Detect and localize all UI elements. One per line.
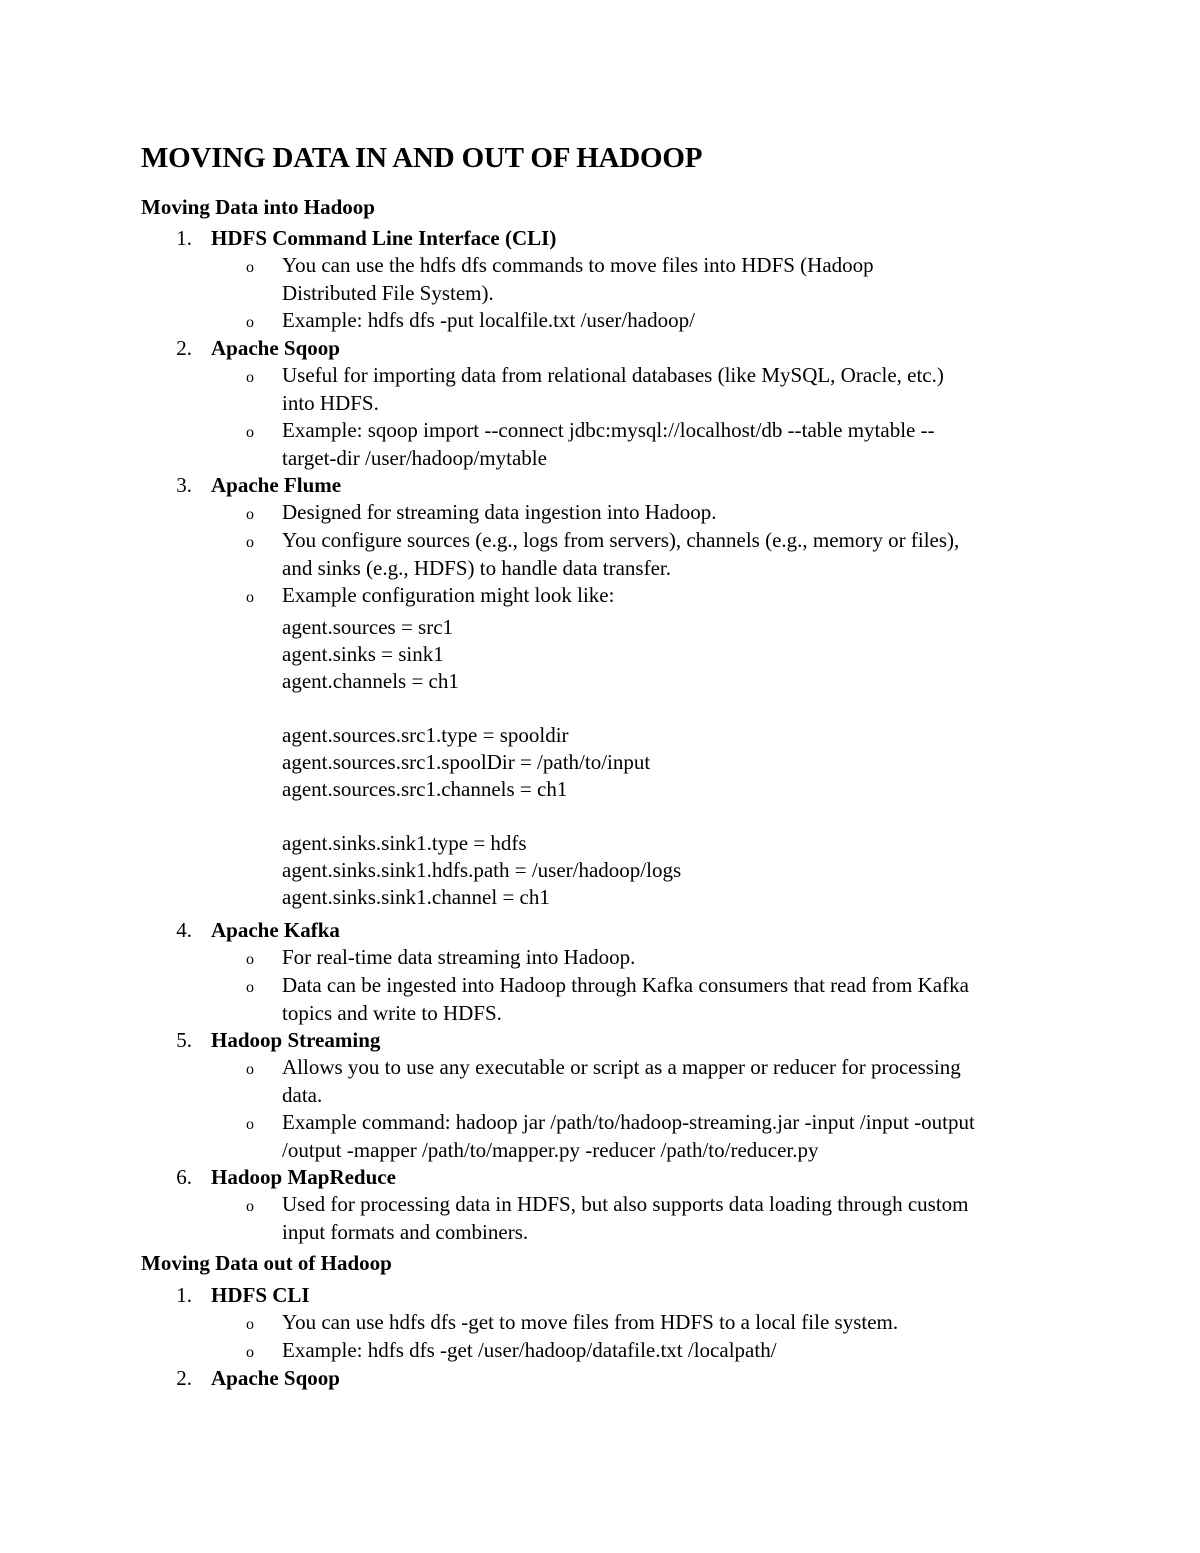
bullet-marker: o [246, 951, 254, 968]
bullet-text: Allows you to use any executable or script as a mapper or reducer for processing [282, 1055, 961, 1079]
list-number: 2. [176, 336, 192, 360]
section-heading-out: Moving Data out of Hadoop [141, 1251, 392, 1275]
list-number: 1. [176, 1283, 192, 1307]
bullet-marker: o [246, 259, 254, 276]
bullet-text: input formats and combiners. [282, 1220, 529, 1244]
section-heading-into: Moving Data into Hadoop [141, 195, 375, 219]
list-number: 1. [176, 226, 192, 250]
config-line: agent.sinks = sink1 [282, 642, 444, 666]
bullet-text: Example: hdfs dfs -put localfile.txt /user/hadoop/ [282, 308, 695, 332]
bullet-marker: o [246, 1116, 254, 1133]
bullet-text: You can use the hdfs dfs commands to move files into HDFS (Hadoop [282, 253, 874, 277]
bullet-marker: o [246, 314, 254, 331]
bullet-marker: o [246, 369, 254, 386]
bullet-marker: o [246, 979, 254, 996]
bullet-text: Data can be ingested into Hadoop through Kafka consumers that read from Kafka [282, 973, 969, 997]
config-line: agent.sources.src1.channels = ch1 [282, 777, 568, 801]
bullet-marker: o [246, 506, 254, 523]
bullet-marker: o [246, 589, 254, 606]
bullet-text: You configure sources (e.g., logs from servers), channels (e.g., memory or files), [282, 528, 960, 552]
list-number: 6. [176, 1165, 192, 1189]
config-line: agent.sinks.sink1.hdfs.path = /user/hadoop/logs [282, 858, 682, 882]
document-title: MOVING DATA IN AND OUT OF HADOOP [141, 142, 703, 174]
bullet-marker: o [246, 534, 254, 551]
config-line: agent.sinks.sink1.type = hdfs [282, 831, 527, 855]
bullet-text: Used for processing data in HDFS, but also supports data loading through custom [282, 1192, 969, 1216]
list-number: 3. [176, 473, 192, 497]
config-line: agent.sinks.sink1.channel = ch1 [282, 885, 550, 909]
bullet-text: into HDFS. [282, 391, 379, 415]
bullet-marker: o [246, 1316, 254, 1333]
list-number: 4. [176, 918, 192, 942]
list-item-title: HDFS CLI [211, 1283, 310, 1307]
list-item-title: HDFS Command Line Interface (CLI) [211, 226, 557, 250]
bullet-marker: o [246, 1344, 254, 1361]
bullet-marker: o [246, 424, 254, 441]
bullet-marker: o [246, 1198, 254, 1215]
bullet-text: data. [282, 1083, 323, 1107]
list-item-title: Apache Flume [211, 473, 342, 497]
bullet-text: /output -mapper /path/to/mapper.py -reducer /path/to/reducer.py [282, 1138, 819, 1162]
bullet-text: Example: hdfs dfs -get /user/hadoop/datafile.txt /localpath/ [282, 1338, 777, 1362]
config-line: agent.sources.src1.spoolDir = /path/to/input [282, 750, 651, 774]
list-item-title: Hadoop Streaming [211, 1028, 381, 1052]
bullet-text: Useful for importing data from relational databases (like MySQL, Oracle, etc.) [282, 363, 944, 387]
list-number: 2. [176, 1366, 192, 1390]
list-number: 5. [176, 1028, 192, 1052]
bullet-text: You can use hdfs dfs -get to move files from HDFS to a local file system. [282, 1310, 899, 1334]
bullet-text: topics and write to HDFS. [282, 1001, 502, 1025]
bullet-text: target-dir /user/hadoop/mytable [282, 446, 547, 470]
list-item-title: Apache Sqoop [211, 336, 340, 360]
bullet-text: Example command: hadoop jar /path/to/hadoop-streaming.jar -input /input -output [282, 1110, 975, 1134]
bullet-text: Designed for streaming data ingestion into Hadoop. [282, 500, 717, 524]
bullet-text: Example: sqoop import --connect jdbc:mysql://localhost/db --table mytable -- [282, 418, 935, 442]
bullet-marker: o [246, 1061, 254, 1078]
bullet-text: For real-time data streaming into Hadoop. [282, 945, 636, 969]
bullet-text: Distributed File System). [282, 281, 494, 305]
list-item-title: Hadoop MapReduce [211, 1165, 396, 1189]
config-line: agent.channels = ch1 [282, 669, 459, 693]
bullet-text: Example configuration might look like: [282, 583, 615, 607]
config-line: agent.sources.src1.type = spooldir [282, 723, 569, 747]
config-line: agent.sources = src1 [282, 615, 454, 639]
list-item-title: Apache Kafka [211, 918, 340, 942]
list-item-title: Apache Sqoop [211, 1366, 340, 1390]
bullet-text: and sinks (e.g., HDFS) to handle data transfer. [282, 556, 672, 580]
